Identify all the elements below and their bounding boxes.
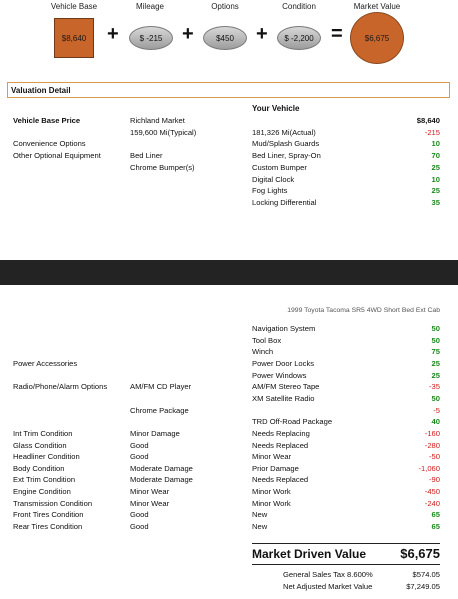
row-category: Radio/Phone/Alarm Options — [13, 382, 108, 392]
row-typical: Moderate Damage — [130, 475, 193, 485]
page-separator-band — [0, 260, 458, 285]
table-row — [0, 324, 458, 336]
row-your-vehicle: Winch — [252, 347, 274, 357]
condition-value: $ -2,200 — [284, 33, 314, 43]
row-your-vehicle: Needs Replaced — [252, 440, 309, 450]
row-your-vehicle: Locking Differential — [252, 197, 317, 207]
total-rule — [252, 543, 440, 544]
row-typical: Richland Market — [130, 116, 185, 125]
row-adjustment: 50 — [431, 324, 440, 333]
row-adjustment: -280 — [424, 440, 440, 450]
row-typical: Good — [130, 452, 149, 462]
row-your-vehicle: Minor Wear — [252, 452, 292, 462]
table-row — [0, 510, 458, 522]
row-adjustment: 70 — [431, 151, 440, 161]
row-adjustment: 65 — [431, 522, 440, 532]
row-category: Body Condition — [13, 463, 65, 473]
row-adjustment: 40 — [431, 417, 440, 427]
row-your-vehicle: Needs Replaced — [252, 475, 309, 485]
table-row — [0, 139, 458, 151]
table-row — [0, 359, 458, 371]
mileage-pill — [129, 26, 173, 50]
table-row — [0, 417, 458, 429]
net-adjusted-label: Net Adjusted Market Value — [283, 582, 373, 591]
row-category: Transmission Condition — [13, 498, 93, 508]
table-row — [0, 499, 458, 511]
table-row — [0, 116, 458, 128]
label-condition: Condition — [282, 2, 316, 11]
row-typical: Chrome Package — [130, 405, 189, 415]
table-row — [0, 151, 458, 163]
label-options: Options — [211, 2, 239, 11]
row-category: Ext Trim Condition — [13, 475, 76, 485]
row-your-vehicle: Fog Lights — [252, 186, 288, 196]
row-typical: Minor Wear — [130, 498, 170, 508]
row-typical: Moderate Damage — [130, 463, 193, 473]
row-adjustment: 75 — [431, 347, 440, 357]
row-category: Headliner Condition — [13, 452, 80, 462]
row-adjustment: -50 — [429, 452, 440, 462]
row-your-vehicle: AM/FM Stereo Tape — [252, 382, 320, 392]
row-your-vehicle: New — [252, 522, 268, 532]
table-row — [0, 429, 458, 441]
row-adjustment: -90 — [429, 475, 440, 485]
table-row — [0, 394, 458, 406]
table-row — [0, 347, 458, 359]
equals-sign: = — [331, 23, 343, 45]
label-vehicle-base: Vehicle Base — [50, 2, 98, 11]
vehicle-base-tile — [54, 18, 94, 58]
options-pill — [203, 26, 247, 50]
row-typical: Good — [130, 510, 149, 520]
row-your-vehicle: Bed Liner, Spray-On — [252, 151, 321, 161]
table-row — [0, 336, 458, 348]
row-your-vehicle: Prior Damage — [252, 463, 299, 473]
sales-tax-value: $574.05 — [412, 570, 440, 579]
row-your-vehicle: Navigation System — [252, 324, 316, 333]
row-typical: AM/FM CD Player — [130, 382, 192, 392]
row-category: Vehicle Base Price — [13, 116, 81, 125]
table-row — [0, 198, 458, 210]
row-adjustment: 35 — [431, 197, 440, 207]
table-row — [0, 522, 458, 534]
row-typical: Chrome Bumper(s) — [130, 162, 195, 172]
table-row — [0, 452, 458, 464]
row-your-vehicle: New — [252, 510, 268, 520]
your-vehicle-header: Your Vehicle — [252, 104, 300, 113]
row-typical: 159,600 Mi(Typical) — [130, 127, 197, 137]
table-row — [0, 371, 458, 383]
row-adjustment: 50 — [431, 393, 440, 403]
label-market-value: Market Value — [353, 2, 401, 11]
plus-sign: + — [107, 23, 119, 45]
total-rule-lower — [252, 564, 440, 565]
row-category: Engine Condition — [13, 487, 71, 497]
row-typical: Good — [130, 440, 149, 450]
row-category: Power Accessories — [13, 358, 78, 368]
vehicle-base-value: $8,640 — [61, 33, 87, 43]
row-your-vehicle: 181,326 Mi(Actual) — [252, 127, 316, 137]
row-adjustment: -215 — [424, 127, 440, 137]
net-adjusted-value: $7,249.05 — [406, 582, 440, 591]
table-row — [0, 163, 458, 175]
vehicle-title: 1999 Toyota Tacoma SR5 4WD Short Bed Ext Cab — [287, 307, 440, 314]
row-typical: Bed Liner — [130, 151, 163, 161]
table-row — [0, 186, 458, 198]
row-category: Int Trim Condition — [13, 428, 73, 438]
row-adjustment: 10 — [431, 139, 440, 149]
row-adjustment: 25 — [431, 358, 440, 368]
market-value-value: $6,675 — [364, 33, 390, 43]
options-value: $450 — [216, 33, 234, 43]
row-adjustment: -1,060 — [418, 463, 440, 473]
row-category: Other Optional Equipment — [13, 151, 101, 161]
row-your-vehicle: Needs Replacing — [252, 428, 310, 438]
table-row — [0, 406, 458, 418]
table-row — [0, 487, 458, 499]
row-adjustment: 25 — [431, 162, 440, 172]
table-row — [0, 464, 458, 476]
row-your-vehicle: Mud/Splash Guards — [252, 139, 320, 149]
row-adjustment: 25 — [431, 186, 440, 196]
row-your-vehicle: Minor Work — [252, 487, 291, 497]
row-your-vehicle: Power Door Locks — [252, 358, 315, 368]
row-adjustment: 10 — [431, 174, 440, 184]
condition-pill — [277, 26, 321, 50]
row-adjustment: 50 — [431, 335, 440, 345]
row-typical: Minor Damage — [130, 428, 180, 438]
plus-sign: + — [256, 23, 268, 45]
row-adjustment: 25 — [431, 370, 440, 380]
row-adjustment: -5 — [433, 405, 440, 415]
row-your-vehicle: TRD Off-Road Package — [252, 417, 333, 427]
row-your-vehicle: Power Windows — [252, 370, 307, 380]
row-category: Convenience Options — [13, 139, 86, 149]
row-adjustment: $8,640 — [416, 116, 440, 125]
table-row — [0, 382, 458, 394]
mileage-value: $ -215 — [139, 33, 163, 43]
row-adjustment: -160 — [424, 428, 440, 438]
row-your-vehicle: Digital Clock — [252, 174, 295, 184]
row-category: Glass Condition — [13, 440, 67, 450]
market-value-circle — [350, 12, 404, 64]
table-row — [0, 441, 458, 453]
label-mileage: Mileage — [135, 2, 164, 11]
row-adjustment: -240 — [424, 498, 440, 508]
market-driven-value: $6,675 — [400, 546, 440, 561]
row-your-vehicle: Tool Box — [252, 335, 282, 345]
sales-tax-label: General Sales Tax 8.600% — [283, 570, 373, 579]
row-category: Front Tires Condition — [13, 510, 84, 520]
market-driven-value-label: Market Driven Value — [252, 547, 367, 561]
row-adjustment: 65 — [431, 510, 440, 520]
valuation-detail-header: Valuation Detail — [7, 82, 450, 98]
table-row — [0, 128, 458, 140]
table-row — [0, 475, 458, 487]
table-row — [0, 175, 458, 187]
plus-sign: + — [182, 23, 194, 45]
row-adjustment: -450 — [424, 487, 440, 497]
row-typical: Minor Wear — [130, 487, 170, 497]
row-typical: Good — [130, 522, 149, 532]
row-your-vehicle: XM Satellite Radio — [252, 393, 315, 403]
row-category: Rear Tires Condition — [13, 522, 83, 532]
row-your-vehicle: Minor Work — [252, 498, 291, 508]
row-adjustment: -35 — [429, 382, 440, 392]
row-your-vehicle: Custom Bumper — [252, 162, 307, 172]
